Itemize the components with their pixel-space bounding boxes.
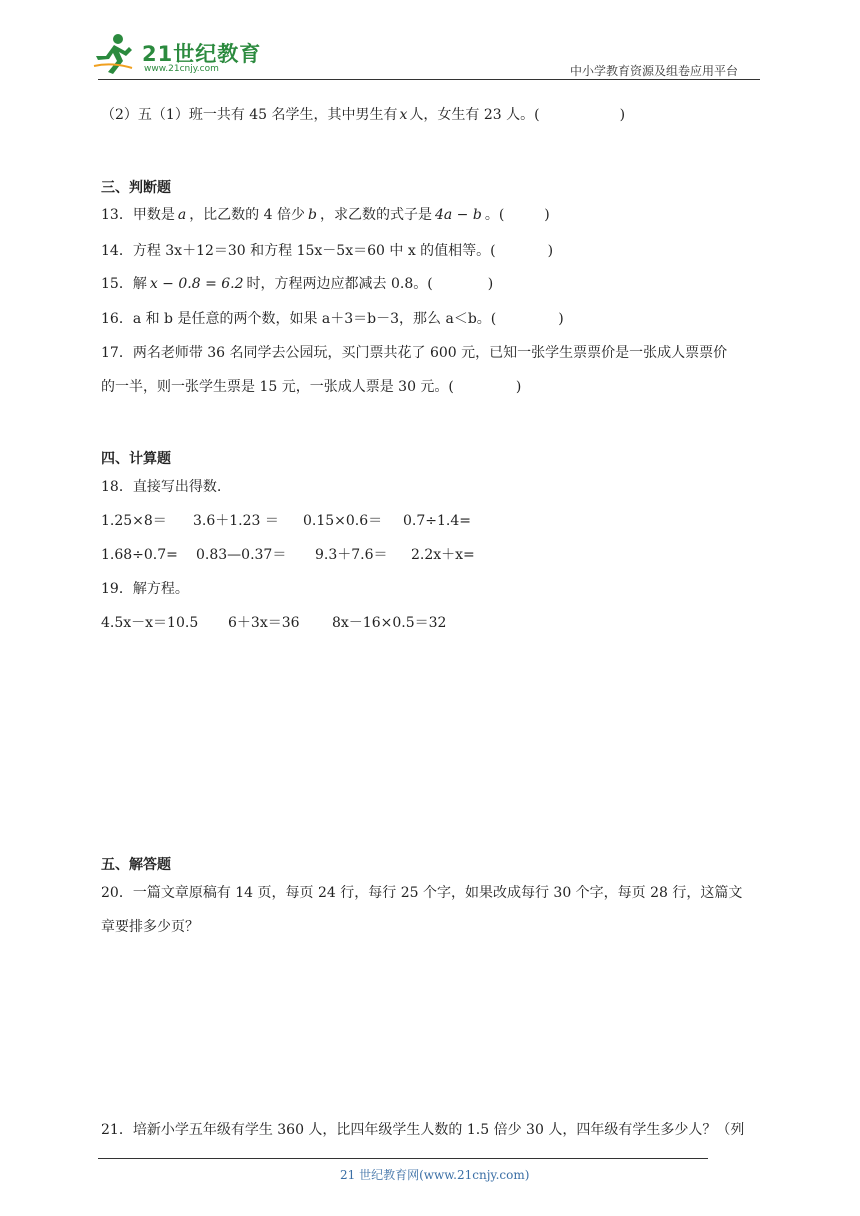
var-x: x [399,107,408,123]
logo-url: www.21cnjy.com [144,64,219,74]
calc-item: 0.7÷1.4= [403,513,471,529]
calc-row-1 [101,511,471,531]
section-5-title: 五、解答题 [101,857,171,873]
calc-row-2 [101,545,475,565]
question-16: 16．a 和 b 是任意的两个数，如果 a＋3＝b－3，那么 a＜b。( ) [101,311,564,327]
footer-rule [98,1158,708,1159]
calc-item: 0.83—0.37＝ [196,547,287,563]
section-3-title: 三、判断题 [101,180,171,196]
question-15: 15．解 x − 0.8 = 6.2 时，方程两边应都减去 0.8。( ) [101,276,494,292]
site-logo [92,32,262,78]
question-17-line-1: 17．两名老师带 36 名同学去公园玩，买门票共花了 600 元，已知一张学生票票价是一张成人票票价 [101,345,728,361]
header-platform-text: 中小学教育资源及组卷应用平台 [570,64,739,78]
question-18: 18．直接写出得数. [101,479,222,495]
equation-item: 6＋3x＝36 [228,615,300,631]
calc-item: 1.25×8＝ [101,513,167,529]
equation-row [101,613,446,633]
logo-text: 21世纪教育 [142,42,262,66]
question-20-line-1: 20．一篇文章原稿有 14 页，每页 24 行，每行 25 个字，如果改成每行 30 个字，每页 28 行，这篇文 [101,885,743,901]
question-20-line-2: 章要排多少页？ [101,919,199,935]
question-14: 14．方程 3x＋12＝30 和方程 15x－5x＝60 中 x 的值相等。( ) [101,243,554,259]
calc-item: 9.3＋7.6＝ [315,547,388,563]
equation-item: 8x－16×0.5＝32 [332,615,447,631]
question-17-line-2: 的一半，则一张学生票是 15 元，一张成人票是 30 元。( ) [101,379,522,395]
question-19: 19．解方程。 [101,581,189,597]
section-4-title: 四、计算题 [101,451,171,467]
footer-text: 21 世纪教育网(www.21cnjy.com) [340,1168,530,1182]
runner-logo-icon [92,32,136,76]
question-13: 13．甲数是 a ，比乙数的 4 倍少 b ，求乙数的式子是 4a − b 。( ) [101,207,550,223]
question-21-line-1: 21．培新小学五年级有学生 360 人，比四年级学生人数的 1.5 倍少 30 人，四年级有学生多少人？（列 [101,1122,745,1138]
question-2-line: （2）五（1）班一共有 45 名学生，其中男生有 x 人，女生有 23 人。( ) [101,107,626,123]
equation-item: 4.5x－x＝10.5 [101,615,199,631]
calc-item: 0.15×0.6＝ [303,513,383,529]
calc-item: 1.68÷0.7= [101,547,178,563]
calc-item: 3.6＋1.23 ＝ [193,513,279,529]
calc-item: 2.2x＋x= [411,547,475,563]
header-rule [98,79,760,80]
